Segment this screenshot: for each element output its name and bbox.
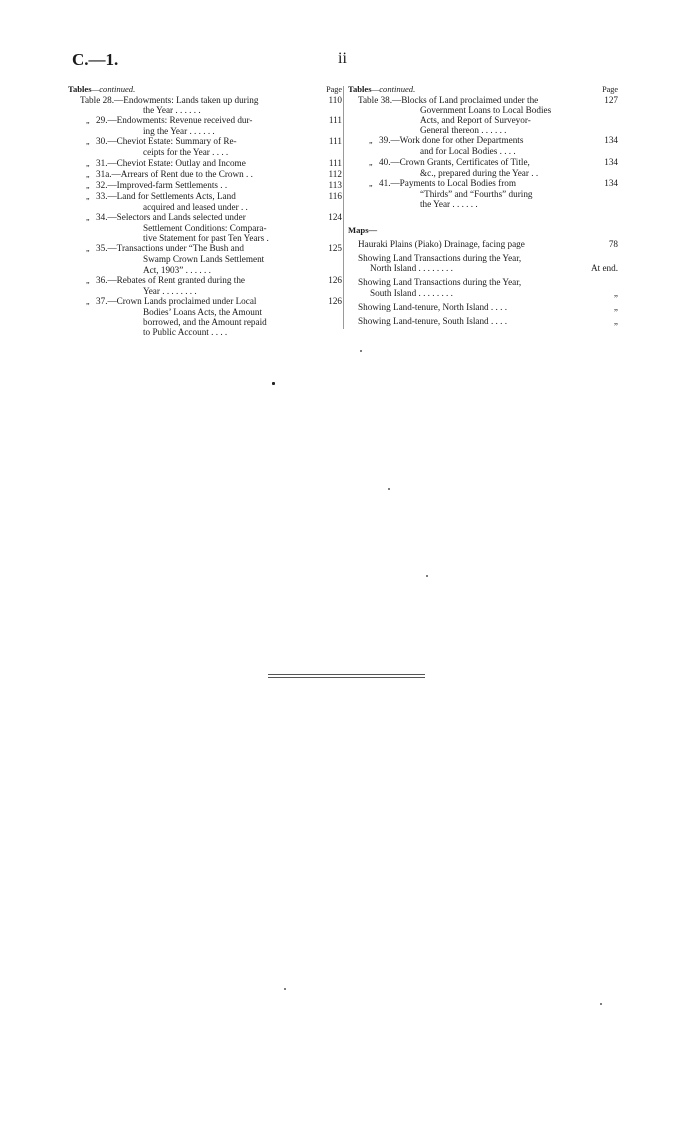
scan-speck (360, 350, 362, 352)
left-entry-first-line (68, 191, 310, 202)
map-entry (348, 253, 624, 273)
right-entry-continuation: Acts, and Report of Surveyor- (420, 115, 531, 126)
right-entry-first-line (348, 157, 592, 168)
ditto-mark: „ (86, 213, 90, 223)
left-entry-title: 31.—Cheviot Estate: Outlay and Income (96, 157, 246, 168)
left-section-title: Tables—continued. (68, 84, 136, 94)
end-rule-top (268, 674, 425, 675)
right-contents-column (348, 84, 624, 326)
left-entry-first-line (68, 180, 310, 191)
right-section-header (348, 84, 624, 95)
left-entry-text (68, 296, 310, 337)
map-entry-page: At end. (590, 263, 618, 274)
scan-speck (272, 382, 275, 385)
left-entry-text (68, 191, 310, 212)
map-entry-line: Showing Land-tenure, South Island . . . . (358, 315, 508, 326)
left-entry-continuation: Swamp Crown Lands Settlement (143, 254, 265, 265)
right-entry-first-line (348, 95, 592, 105)
end-rule-bottom (268, 677, 425, 678)
left-entry-continuation: Year . . . . . . . . (143, 285, 197, 296)
right-entry-text (348, 135, 592, 156)
left-entry-title: 32.—Improved-farm Settlements . . (96, 179, 228, 190)
left-entry-title: 35.—Transactions under “The Bush and (96, 243, 244, 254)
left-entry-text (68, 115, 310, 136)
left-entry (68, 158, 342, 169)
left-entry-continuation: borrowed, and the Amount repaid (143, 316, 267, 327)
left-section-header (68, 84, 342, 95)
right-entry-continuation: Government Loans to Local Bodies (420, 105, 552, 116)
left-contents-column (68, 84, 342, 337)
left-entry-text (68, 212, 310, 243)
left-entry-text (68, 136, 310, 157)
left-entry-title: 30.—Cheviot Estate: Summary of Re- (96, 136, 237, 147)
scan-speck (388, 488, 390, 490)
left-entry-first-line (68, 136, 310, 147)
right-entry-first-line (348, 135, 592, 146)
maps-list (348, 239, 624, 326)
right-entry-continuation: “Thirds” and “Fourths” during (420, 188, 533, 199)
map-entry (348, 316, 624, 326)
right-entry-title: 41.—Payments to Local Bodies from (379, 177, 517, 188)
left-entry-title: 29.—Endowments: Revenue received dur- (96, 115, 253, 126)
left-entry-continuation: Act, 1903” . . . . . . (143, 264, 211, 275)
ditto-mark: „ (86, 296, 90, 306)
left-entry (68, 212, 342, 243)
left-entry-first-line (68, 169, 310, 180)
left-entry-page: 111 (328, 115, 342, 126)
map-entry-line: North Island . . . . . . . . (370, 263, 453, 274)
left-entry (68, 95, 342, 115)
left-entry-page: 112 (328, 168, 342, 179)
right-entry-first-line (348, 178, 592, 189)
left-entry-first-line (68, 296, 310, 307)
ditto-mark: „ (369, 178, 373, 188)
right-entry-title: Table 38.—Blocks of Land proclaimed under the (358, 95, 539, 105)
map-entry (348, 239, 624, 249)
ditto-mark: „ (86, 158, 90, 168)
left-entry-continuation: tive Statement for past Ten Years . (143, 233, 269, 244)
ditto-mark: „ (86, 275, 90, 285)
left-entry-page: 126 (328, 295, 342, 306)
map-entry-line: Showing Land Transactions during the Year, (358, 277, 522, 288)
left-entry-page: 116 (328, 190, 342, 201)
ditto-mark: „ (369, 157, 373, 167)
right-page-column-header: Page (602, 85, 618, 94)
left-entry-first-line (68, 158, 310, 169)
right-entries-list (348, 95, 624, 209)
left-entry (68, 243, 342, 274)
left-entry (68, 180, 342, 191)
map-entry-line: Showing Land-tenure, North Island . . . . (358, 301, 508, 312)
ditto-mark: „ (86, 244, 90, 254)
map-entry-line: South Island . . . . . . . . (370, 287, 453, 298)
left-entry-title: 36.—Rebates of Rent granted during the (96, 274, 246, 285)
map-entry-page: „ (613, 315, 618, 326)
left-entry-title: 37.—Crown Lands proclaimed under Local (96, 295, 257, 306)
left-entry-continuation: the Year . . . . . . (143, 105, 201, 116)
right-entry-continuation: and for Local Bodies . . . . (420, 146, 516, 157)
left-entry (68, 115, 342, 136)
left-entry-continuation: Bodies’ Loans Acts, the Amount (143, 306, 263, 317)
map-entry-page: 78 (608, 239, 618, 250)
left-entry (68, 296, 342, 337)
left-entry-first-line (68, 95, 310, 105)
ditto-mark: „ (86, 180, 90, 190)
left-entry-first-line (68, 275, 310, 286)
page-number: ii (338, 50, 347, 67)
right-entry-page: 127 (604, 95, 618, 105)
left-entry-continuation: Settlement Conditions: Compara- (143, 223, 267, 234)
right-entry (348, 157, 624, 178)
right-entry-continuation: the Year . . . . . . (420, 198, 478, 209)
left-entry-text (68, 169, 310, 180)
left-entry-first-line (68, 212, 310, 223)
right-entry-text (348, 95, 592, 135)
left-page-column-header: Page (326, 85, 342, 94)
ditto-mark: „ (369, 136, 373, 146)
left-entry-title: 33.—Land for Settlements Acts, Land (96, 190, 236, 201)
left-entry-continuation: to Public Account . . . . (143, 327, 228, 338)
left-entries-list (68, 95, 342, 337)
left-entry-first-line (68, 115, 310, 126)
maps-section-title: Maps— (348, 225, 378, 236)
map-entry-page: „ (613, 301, 618, 312)
right-entry (348, 178, 624, 209)
ditto-mark: „ (86, 191, 90, 201)
right-entry-continuation: General thereon . . . . . . (420, 125, 507, 136)
right-section-title: Tables—continued. (348, 84, 416, 94)
scan-speck (426, 575, 428, 577)
right-entry-text (348, 157, 592, 178)
left-entry (68, 275, 342, 296)
ditto-mark: „ (86, 169, 90, 179)
left-entry-page: 113 (328, 179, 342, 190)
left-entry-page: 126 (328, 274, 342, 285)
left-entry-continuation: ing the Year . . . . . . (143, 126, 215, 137)
left-entry-text (68, 180, 310, 191)
left-entry-text (68, 243, 310, 274)
ditto-mark: „ (86, 116, 90, 126)
map-entry (348, 277, 624, 297)
left-entry-first-line (68, 243, 310, 254)
right-entry-page: 134 (604, 135, 618, 146)
left-entry-continuation: acquired and leased under . . (143, 201, 248, 212)
left-entry (68, 191, 342, 212)
left-entry-title: 34.—Selectors and Lands selected under (96, 212, 246, 223)
left-entry-page: 110 (328, 95, 342, 105)
left-entry (68, 169, 342, 180)
left-entry-continuation: ceipts for the Year . . . . (143, 147, 229, 158)
left-entry-page: 111 (328, 136, 342, 147)
left-entry-text (68, 275, 310, 296)
right-entry (348, 95, 624, 135)
document-code: C.—1. (72, 50, 119, 69)
left-entry-page: 111 (328, 157, 342, 168)
left-entry-text (68, 95, 310, 115)
ditto-mark: „ (86, 137, 90, 147)
right-entry-title: 39.—Work done for other Departments (379, 135, 524, 146)
map-entry (348, 302, 624, 312)
column-divider (343, 86, 344, 329)
map-entry-line: Hauraki Plains (Piako) Drainage, facing page (358, 239, 525, 250)
right-entry (348, 135, 624, 156)
map-entry-page: „ (613, 287, 618, 298)
left-entry (68, 136, 342, 157)
left-entry-page: 124 (328, 212, 342, 223)
right-entry-continuation: &c., prepared during the Year . . (420, 167, 539, 178)
left-entry-page: 125 (328, 243, 342, 254)
right-entry-page: 134 (604, 156, 618, 167)
left-entry-text (68, 158, 310, 169)
left-entry-title: 31a.—Arrears of Rent due to the Crown . . (96, 168, 253, 179)
left-entry-title: Table 28.—Endowments: Lands taken up during (80, 95, 259, 105)
scan-speck (284, 988, 286, 990)
scan-speck (600, 1003, 602, 1005)
right-entry-title: 40.—Crown Grants, Certificates of Title, (379, 156, 530, 167)
right-entry-page: 134 (604, 177, 618, 188)
map-entry-line: Showing Land Transactions during the Year, (358, 253, 522, 264)
right-entry-text (348, 178, 592, 209)
